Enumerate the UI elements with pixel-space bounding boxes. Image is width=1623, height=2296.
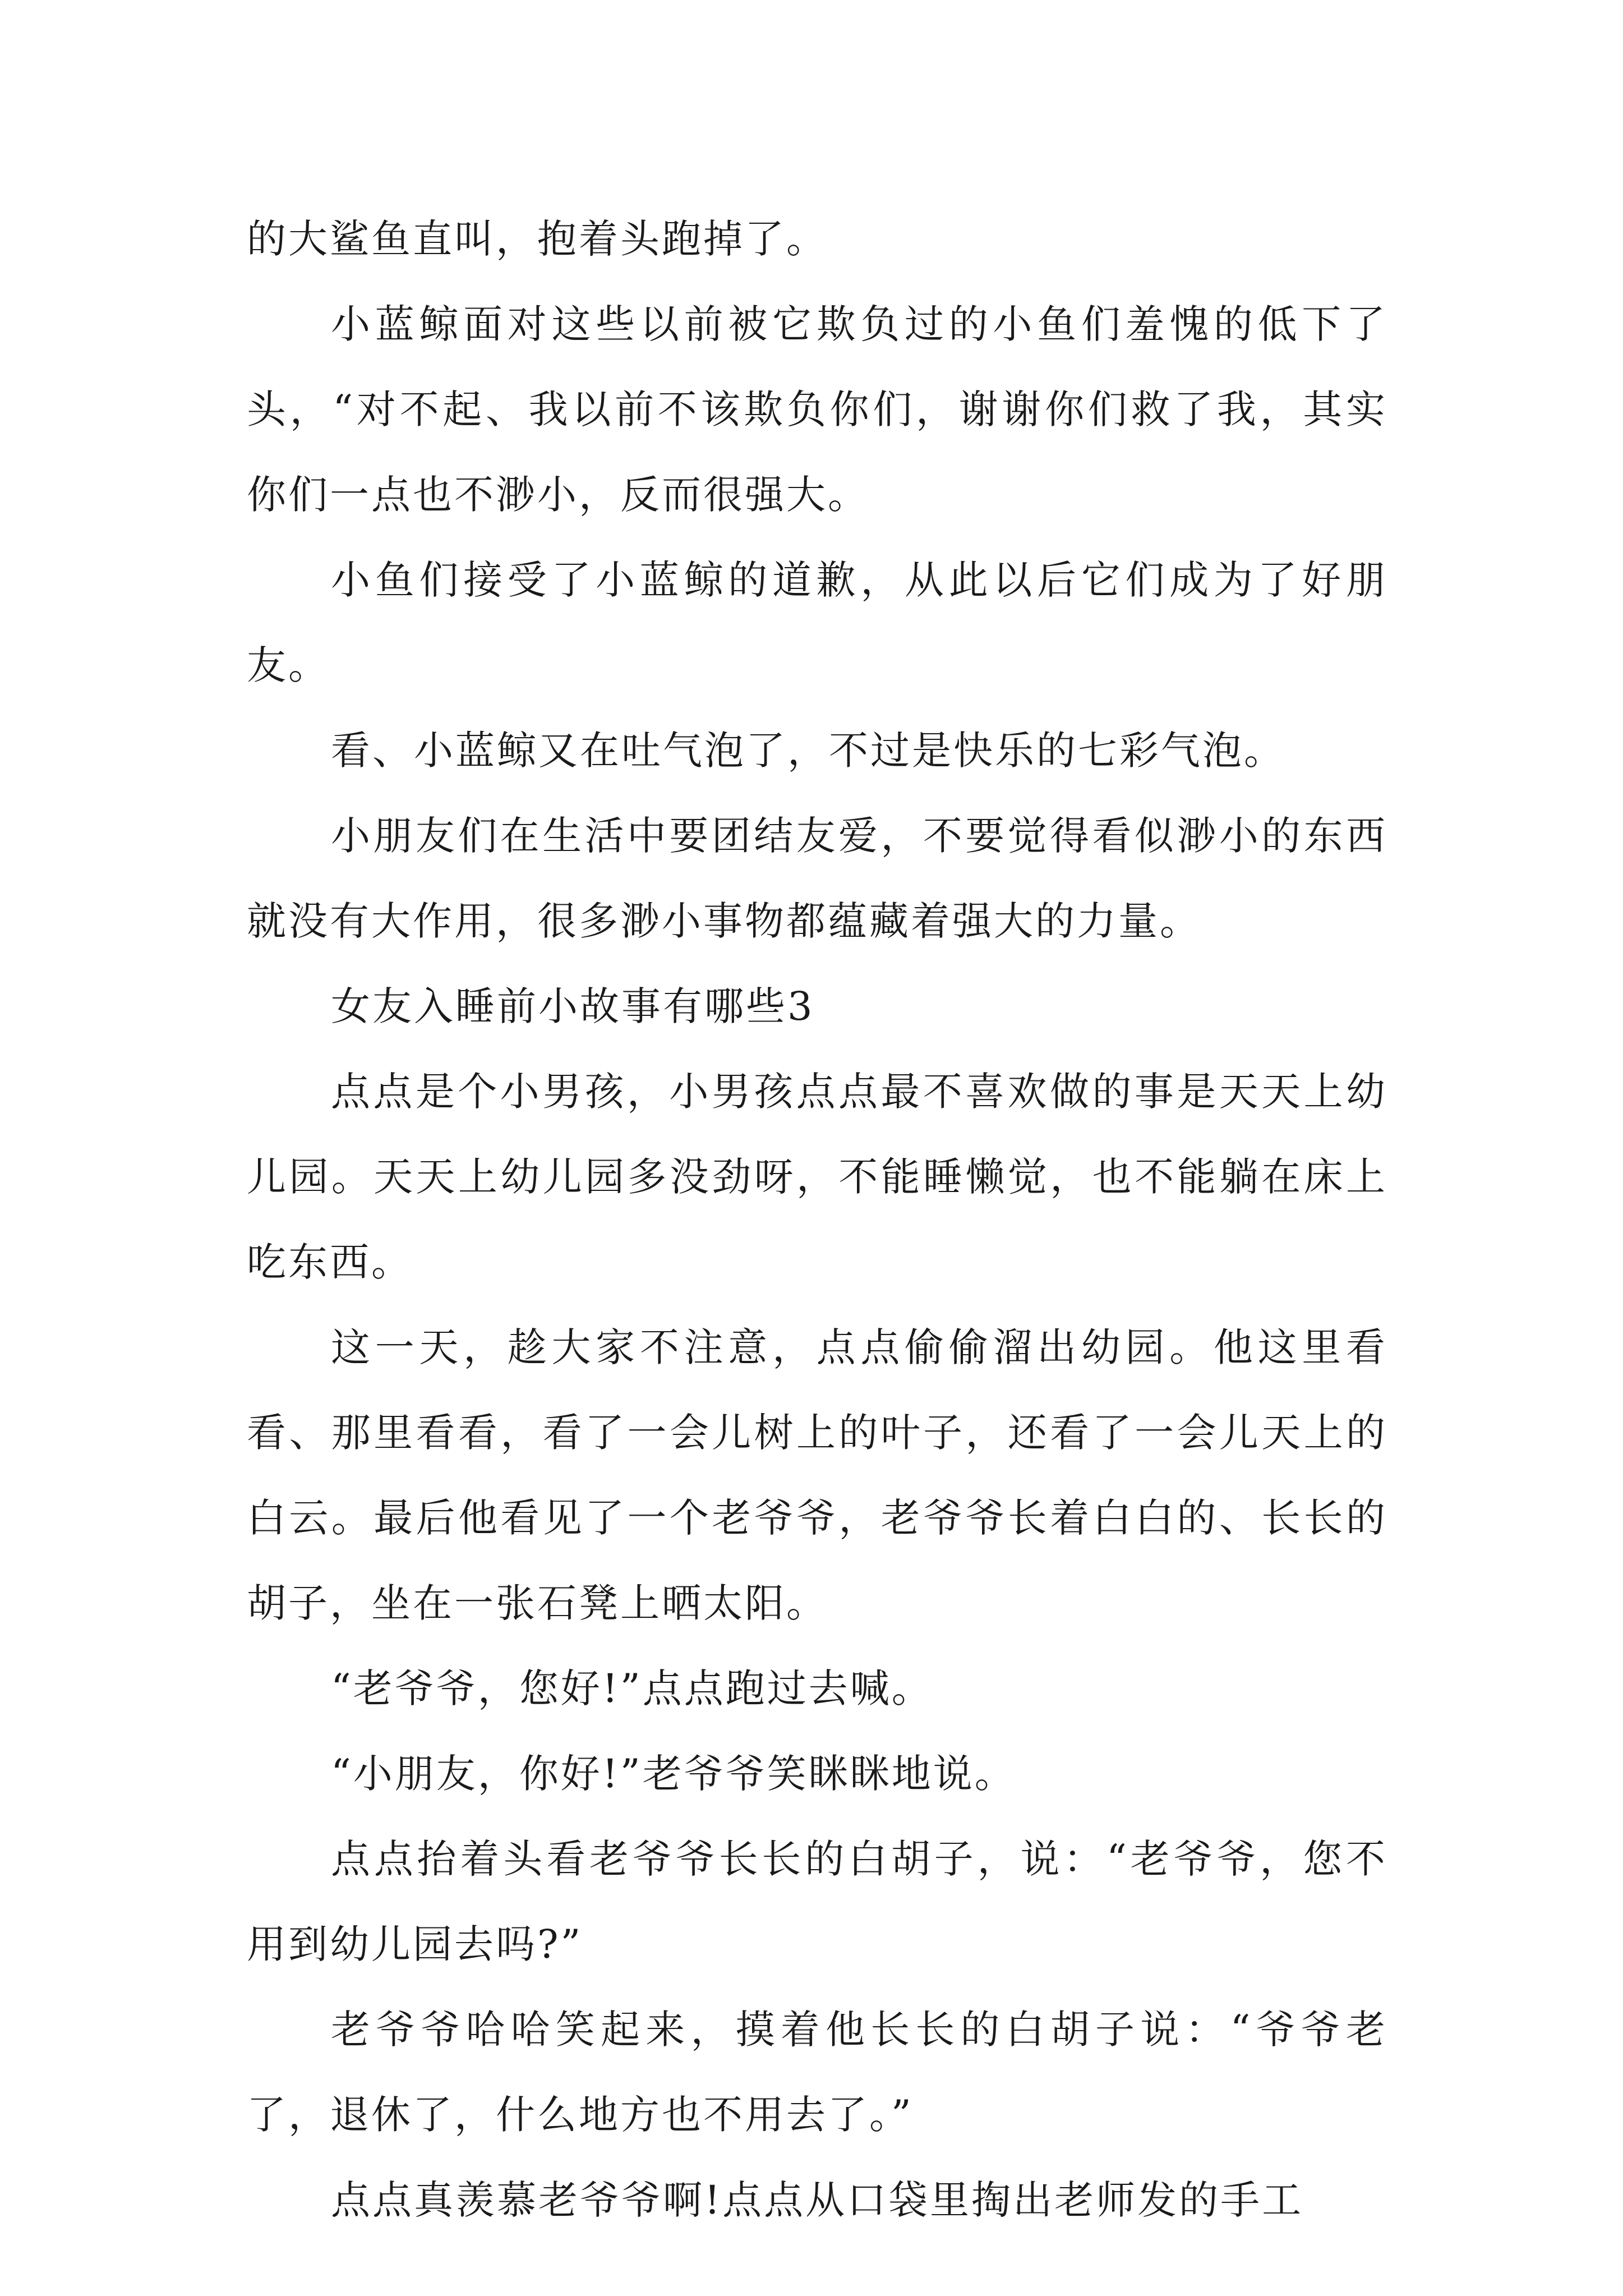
paragraph: 点点真羡慕老爷爷啊!点点从口袋里掏出老师发的手工 [331,2177,1304,2223]
paragraph: 的大鲨鱼直叫，抱着头跑掉了。 [247,216,828,262]
paragraph: 老爷爷哈哈笑起来，摸着他长长的白胡子说：“爷爷老了，退休了，什么地方也不用去了。” [247,2007,1387,2138]
paragraph: 这一天，趁大家不注意，点点偷偷溜出幼园。他这里看看、那里看看，看了一会儿树上的叶子，还看了一会儿天上的白云。最后他看见了一个老爷爷，老爷爷长着白白的、长长的胡子，坐在一张石凳上晒太阳。 [247,1324,1387,1626]
paragraph: 看、小蓝鲸又在吐气泡了，不过是快乐的七彩气泡。 [331,728,1285,774]
paragraph: 小鱼们接受了小蓝鲸的道歉，从此以后它们成为了好朋友。 [247,557,1387,688]
paragraph: “老爷爷，您好!”点点跑过去喊。 [331,1665,933,1711]
paragraph: 小朋友们在生活中要团结友爱，不要觉得看似渺小的东西就没有大作用，很多渺小事物都蕴藏着强大的力量。 [247,813,1387,944]
paragraph: 点点抬着头看老爷爷长长的白胡子，说：“老爷爷，您不用到幼儿园去吗?” [247,1836,1387,1967]
paragraph: “小朋友，你好!”老爷爷笑眯眯地说。 [331,1751,1016,1797]
paragraph: 点点是个小男孩，小男孩点点最不喜欢做的事是天天上幼儿园。天天上幼儿园多没劲呀，不能睡懒觉，也不能躺在床上吃东西。 [247,1069,1387,1285]
paragraph: 小蓝鲸面对这些以前被它欺负过的小鱼们羞愧的低下了头，“对不起、我以前不该欺负你们，谢谢你们救了我，其实你们一点也不渺小，反而很强大。 [247,301,1387,518]
document-body [247,196,1387,2243]
section-heading: 女友入睡前小故事有哪些3 [331,983,815,1029]
